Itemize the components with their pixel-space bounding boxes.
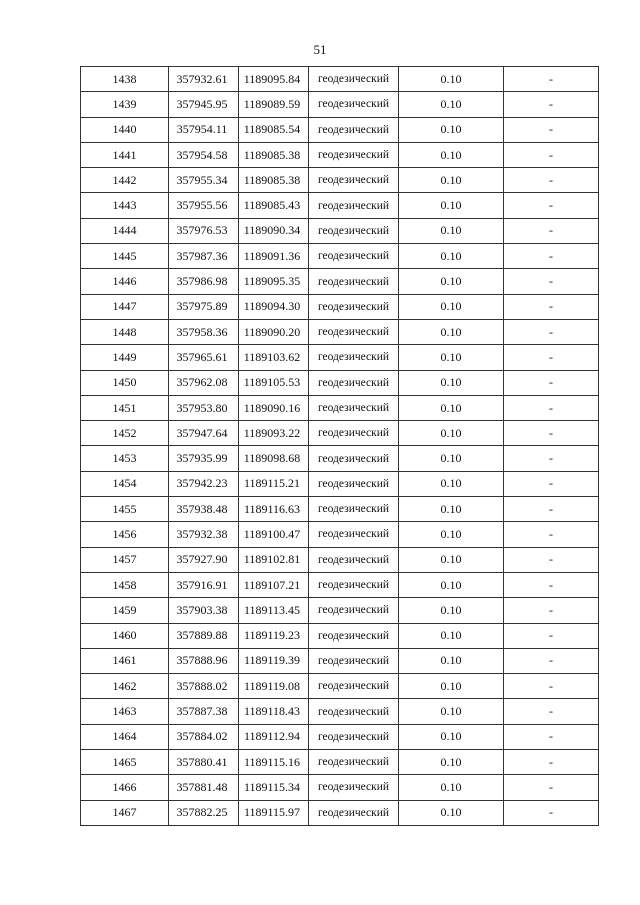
precision-cell: 0.10 xyxy=(399,421,504,446)
extra-cell: - xyxy=(504,775,599,800)
extra-cell: - xyxy=(504,623,599,648)
y-coordinate-cell: 1189095.84 xyxy=(239,67,309,92)
extra-cell: - xyxy=(504,547,599,572)
y-coordinate-cell: 1189107.21 xyxy=(239,572,309,597)
y-coordinate-cell: 1189085.43 xyxy=(239,193,309,218)
y-coordinate-cell: 1189119.08 xyxy=(239,674,309,699)
precision-cell: 0.10 xyxy=(399,168,504,193)
method-cell: геодезический xyxy=(309,446,399,471)
x-coordinate-cell: 357888.02 xyxy=(169,674,239,699)
extra-cell: - xyxy=(504,724,599,749)
x-coordinate-cell: 357965.61 xyxy=(169,345,239,370)
method-cell: геодезический xyxy=(309,294,399,319)
extra-cell: - xyxy=(504,497,599,522)
method-cell: геодезический xyxy=(309,395,399,420)
point-number-cell: 1447 xyxy=(81,294,169,319)
extra-cell: - xyxy=(504,244,599,269)
method-cell: геодезический xyxy=(309,269,399,294)
x-coordinate-cell: 357975.89 xyxy=(169,294,239,319)
point-number-cell: 1455 xyxy=(81,497,169,522)
point-number-cell: 1443 xyxy=(81,193,169,218)
extra-cell: - xyxy=(504,750,599,775)
method-cell: геодезический xyxy=(309,674,399,699)
extra-cell: - xyxy=(504,294,599,319)
method-cell: геодезический xyxy=(309,724,399,749)
x-coordinate-cell: 357916.91 xyxy=(169,572,239,597)
x-coordinate-cell: 357987.36 xyxy=(169,244,239,269)
table-row xyxy=(81,522,599,547)
precision-cell: 0.10 xyxy=(399,471,504,496)
table-row xyxy=(81,244,599,269)
precision-cell: 0.10 xyxy=(399,724,504,749)
point-number-cell: 1460 xyxy=(81,623,169,648)
extra-cell: - xyxy=(504,117,599,142)
method-cell: геодезический xyxy=(309,471,399,496)
point-number-cell: 1452 xyxy=(81,421,169,446)
table-row xyxy=(81,623,599,648)
precision-cell: 0.10 xyxy=(399,67,504,92)
y-coordinate-cell: 1189115.97 xyxy=(239,800,309,825)
table-row xyxy=(81,724,599,749)
y-coordinate-cell: 1189085.38 xyxy=(239,142,309,167)
x-coordinate-cell: 357955.34 xyxy=(169,168,239,193)
extra-cell: - xyxy=(504,345,599,370)
extra-cell: - xyxy=(504,319,599,344)
table-row xyxy=(81,142,599,167)
method-cell: геодезический xyxy=(309,218,399,243)
method-cell: геодезический xyxy=(309,117,399,142)
method-cell: геодезический xyxy=(309,421,399,446)
x-coordinate-cell: 357884.02 xyxy=(169,724,239,749)
method-cell: геодезический xyxy=(309,142,399,167)
x-coordinate-cell: 357882.25 xyxy=(169,800,239,825)
extra-cell: - xyxy=(504,142,599,167)
table-row xyxy=(81,67,599,92)
method-cell: геодезический xyxy=(309,800,399,825)
method-cell: геодезический xyxy=(309,193,399,218)
precision-cell: 0.10 xyxy=(399,218,504,243)
precision-cell: 0.10 xyxy=(399,699,504,724)
table-row xyxy=(81,117,599,142)
x-coordinate-cell: 357889.88 xyxy=(169,623,239,648)
extra-cell: - xyxy=(504,218,599,243)
point-number-cell: 1446 xyxy=(81,269,169,294)
precision-cell: 0.10 xyxy=(399,598,504,623)
y-coordinate-cell: 1189091.36 xyxy=(239,244,309,269)
extra-cell: - xyxy=(504,269,599,294)
extra-cell: - xyxy=(504,168,599,193)
point-number-cell: 1466 xyxy=(81,775,169,800)
y-coordinate-cell: 1189105.53 xyxy=(239,370,309,395)
x-coordinate-cell: 357947.64 xyxy=(169,421,239,446)
precision-cell: 0.10 xyxy=(399,775,504,800)
y-coordinate-cell: 1189089.59 xyxy=(239,92,309,117)
precision-cell: 0.10 xyxy=(399,269,504,294)
table-row xyxy=(81,547,599,572)
x-coordinate-cell: 357932.61 xyxy=(169,67,239,92)
point-number-cell: 1442 xyxy=(81,168,169,193)
table-row xyxy=(81,699,599,724)
extra-cell: - xyxy=(504,648,599,673)
table-row xyxy=(81,218,599,243)
table-row xyxy=(81,294,599,319)
precision-cell: 0.10 xyxy=(399,800,504,825)
table-row xyxy=(81,648,599,673)
extra-cell: - xyxy=(504,800,599,825)
method-cell: геодезический xyxy=(309,699,399,724)
y-coordinate-cell: 1189102.81 xyxy=(239,547,309,572)
coordinates-table xyxy=(80,66,599,826)
extra-cell: - xyxy=(504,67,599,92)
x-coordinate-cell: 357888.96 xyxy=(169,648,239,673)
precision-cell: 0.10 xyxy=(399,547,504,572)
table-row xyxy=(81,319,599,344)
table-row xyxy=(81,674,599,699)
point-number-cell: 1448 xyxy=(81,319,169,344)
point-number-cell: 1456 xyxy=(81,522,169,547)
precision-cell: 0.10 xyxy=(399,446,504,471)
extra-cell: - xyxy=(504,572,599,597)
precision-cell: 0.10 xyxy=(399,294,504,319)
table-row xyxy=(81,775,599,800)
x-coordinate-cell: 357887.38 xyxy=(169,699,239,724)
precision-cell: 0.10 xyxy=(399,674,504,699)
x-coordinate-cell: 357932.38 xyxy=(169,522,239,547)
point-number-cell: 1451 xyxy=(81,395,169,420)
y-coordinate-cell: 1189090.16 xyxy=(239,395,309,420)
y-coordinate-cell: 1189094.30 xyxy=(239,294,309,319)
y-coordinate-cell: 1189090.20 xyxy=(239,319,309,344)
extra-cell: - xyxy=(504,193,599,218)
precision-cell: 0.10 xyxy=(399,750,504,775)
y-coordinate-cell: 1189085.38 xyxy=(239,168,309,193)
point-number-cell: 1463 xyxy=(81,699,169,724)
y-coordinate-cell: 1189119.23 xyxy=(239,623,309,648)
method-cell: геодезический xyxy=(309,750,399,775)
point-number-cell: 1444 xyxy=(81,218,169,243)
table-row xyxy=(81,572,599,597)
precision-cell: 0.10 xyxy=(399,142,504,167)
x-coordinate-cell: 357953.80 xyxy=(169,395,239,420)
method-cell: геодезический xyxy=(309,370,399,395)
precision-cell: 0.10 xyxy=(399,117,504,142)
table-row xyxy=(81,193,599,218)
point-number-cell: 1462 xyxy=(81,674,169,699)
precision-cell: 0.10 xyxy=(399,648,504,673)
point-number-cell: 1467 xyxy=(81,800,169,825)
extra-cell: - xyxy=(504,370,599,395)
table-row xyxy=(81,471,599,496)
x-coordinate-cell: 357958.36 xyxy=(169,319,239,344)
table-row xyxy=(81,750,599,775)
x-coordinate-cell: 357881.48 xyxy=(169,775,239,800)
y-coordinate-cell: 1189100.47 xyxy=(239,522,309,547)
x-coordinate-cell: 357986.98 xyxy=(169,269,239,294)
x-coordinate-cell: 357942.23 xyxy=(169,471,239,496)
extra-cell: - xyxy=(504,699,599,724)
table-row xyxy=(81,446,599,471)
y-coordinate-cell: 1189098.68 xyxy=(239,446,309,471)
x-coordinate-cell: 357962.08 xyxy=(169,370,239,395)
precision-cell: 0.10 xyxy=(399,92,504,117)
precision-cell: 0.10 xyxy=(399,497,504,522)
point-number-cell: 1465 xyxy=(81,750,169,775)
point-number-cell: 1440 xyxy=(81,117,169,142)
point-number-cell: 1438 xyxy=(81,67,169,92)
table-row xyxy=(81,800,599,825)
y-coordinate-cell: 1189116.63 xyxy=(239,497,309,522)
point-number-cell: 1441 xyxy=(81,142,169,167)
x-coordinate-cell: 357955.56 xyxy=(169,193,239,218)
point-number-cell: 1457 xyxy=(81,547,169,572)
y-coordinate-cell: 1189115.16 xyxy=(239,750,309,775)
method-cell: геодезический xyxy=(309,775,399,800)
table-row xyxy=(81,395,599,420)
table-row xyxy=(81,168,599,193)
extra-cell: - xyxy=(504,421,599,446)
y-coordinate-cell: 1189115.34 xyxy=(239,775,309,800)
method-cell: геодезический xyxy=(309,244,399,269)
precision-cell: 0.10 xyxy=(399,395,504,420)
table-row xyxy=(81,92,599,117)
method-cell: геодезический xyxy=(309,168,399,193)
y-coordinate-cell: 1189113.45 xyxy=(239,598,309,623)
method-cell: геодезический xyxy=(309,648,399,673)
precision-cell: 0.10 xyxy=(399,244,504,269)
method-cell: геодезический xyxy=(309,345,399,370)
table-row xyxy=(81,421,599,446)
precision-cell: 0.10 xyxy=(399,193,504,218)
x-coordinate-cell: 357954.11 xyxy=(169,117,239,142)
point-number-cell: 1453 xyxy=(81,446,169,471)
x-coordinate-cell: 357880.41 xyxy=(169,750,239,775)
y-coordinate-cell: 1189112.94 xyxy=(239,724,309,749)
precision-cell: 0.10 xyxy=(399,623,504,648)
extra-cell: - xyxy=(504,471,599,496)
x-coordinate-cell: 357927.90 xyxy=(169,547,239,572)
x-coordinate-cell: 357954.58 xyxy=(169,142,239,167)
table-row xyxy=(81,269,599,294)
point-number-cell: 1450 xyxy=(81,370,169,395)
table-row xyxy=(81,370,599,395)
method-cell: геодезический xyxy=(309,572,399,597)
point-number-cell: 1454 xyxy=(81,471,169,496)
point-number-cell: 1459 xyxy=(81,598,169,623)
table-row xyxy=(81,598,599,623)
y-coordinate-cell: 1189090.34 xyxy=(239,218,309,243)
point-number-cell: 1439 xyxy=(81,92,169,117)
extra-cell: - xyxy=(504,92,599,117)
y-coordinate-cell: 1189115.21 xyxy=(239,471,309,496)
method-cell: геодезический xyxy=(309,623,399,648)
extra-cell: - xyxy=(504,522,599,547)
extra-cell: - xyxy=(504,395,599,420)
x-coordinate-cell: 357903.38 xyxy=(169,598,239,623)
page-number: 51 xyxy=(313,42,327,57)
table-body xyxy=(81,67,599,826)
point-number-cell: 1461 xyxy=(81,648,169,673)
precision-cell: 0.10 xyxy=(399,572,504,597)
method-cell: геодезический xyxy=(309,522,399,547)
method-cell: геодезический xyxy=(309,547,399,572)
point-number-cell: 1449 xyxy=(81,345,169,370)
y-coordinate-cell: 1189085.54 xyxy=(239,117,309,142)
x-coordinate-cell: 357938.48 xyxy=(169,497,239,522)
x-coordinate-cell: 357976.53 xyxy=(169,218,239,243)
point-number-cell: 1464 xyxy=(81,724,169,749)
method-cell: геодезический xyxy=(309,598,399,623)
method-cell: геодезический xyxy=(309,319,399,344)
table-row xyxy=(81,345,599,370)
extra-cell: - xyxy=(504,598,599,623)
method-cell: геодезический xyxy=(309,67,399,92)
extra-cell: - xyxy=(504,674,599,699)
y-coordinate-cell: 1189095.35 xyxy=(239,269,309,294)
point-number-cell: 1445 xyxy=(81,244,169,269)
extra-cell: - xyxy=(504,446,599,471)
table-row xyxy=(81,497,599,522)
y-coordinate-cell: 1189093.22 xyxy=(239,421,309,446)
x-coordinate-cell: 357945.95 xyxy=(169,92,239,117)
precision-cell: 0.10 xyxy=(399,345,504,370)
method-cell: геодезический xyxy=(309,92,399,117)
precision-cell: 0.10 xyxy=(399,370,504,395)
method-cell: геодезический xyxy=(309,497,399,522)
x-coordinate-cell: 357935.99 xyxy=(169,446,239,471)
precision-cell: 0.10 xyxy=(399,319,504,344)
y-coordinate-cell: 1189118.43 xyxy=(239,699,309,724)
y-coordinate-cell: 1189103.62 xyxy=(239,345,309,370)
y-coordinate-cell: 1189119.39 xyxy=(239,648,309,673)
point-number-cell: 1458 xyxy=(81,572,169,597)
precision-cell: 0.10 xyxy=(399,522,504,547)
